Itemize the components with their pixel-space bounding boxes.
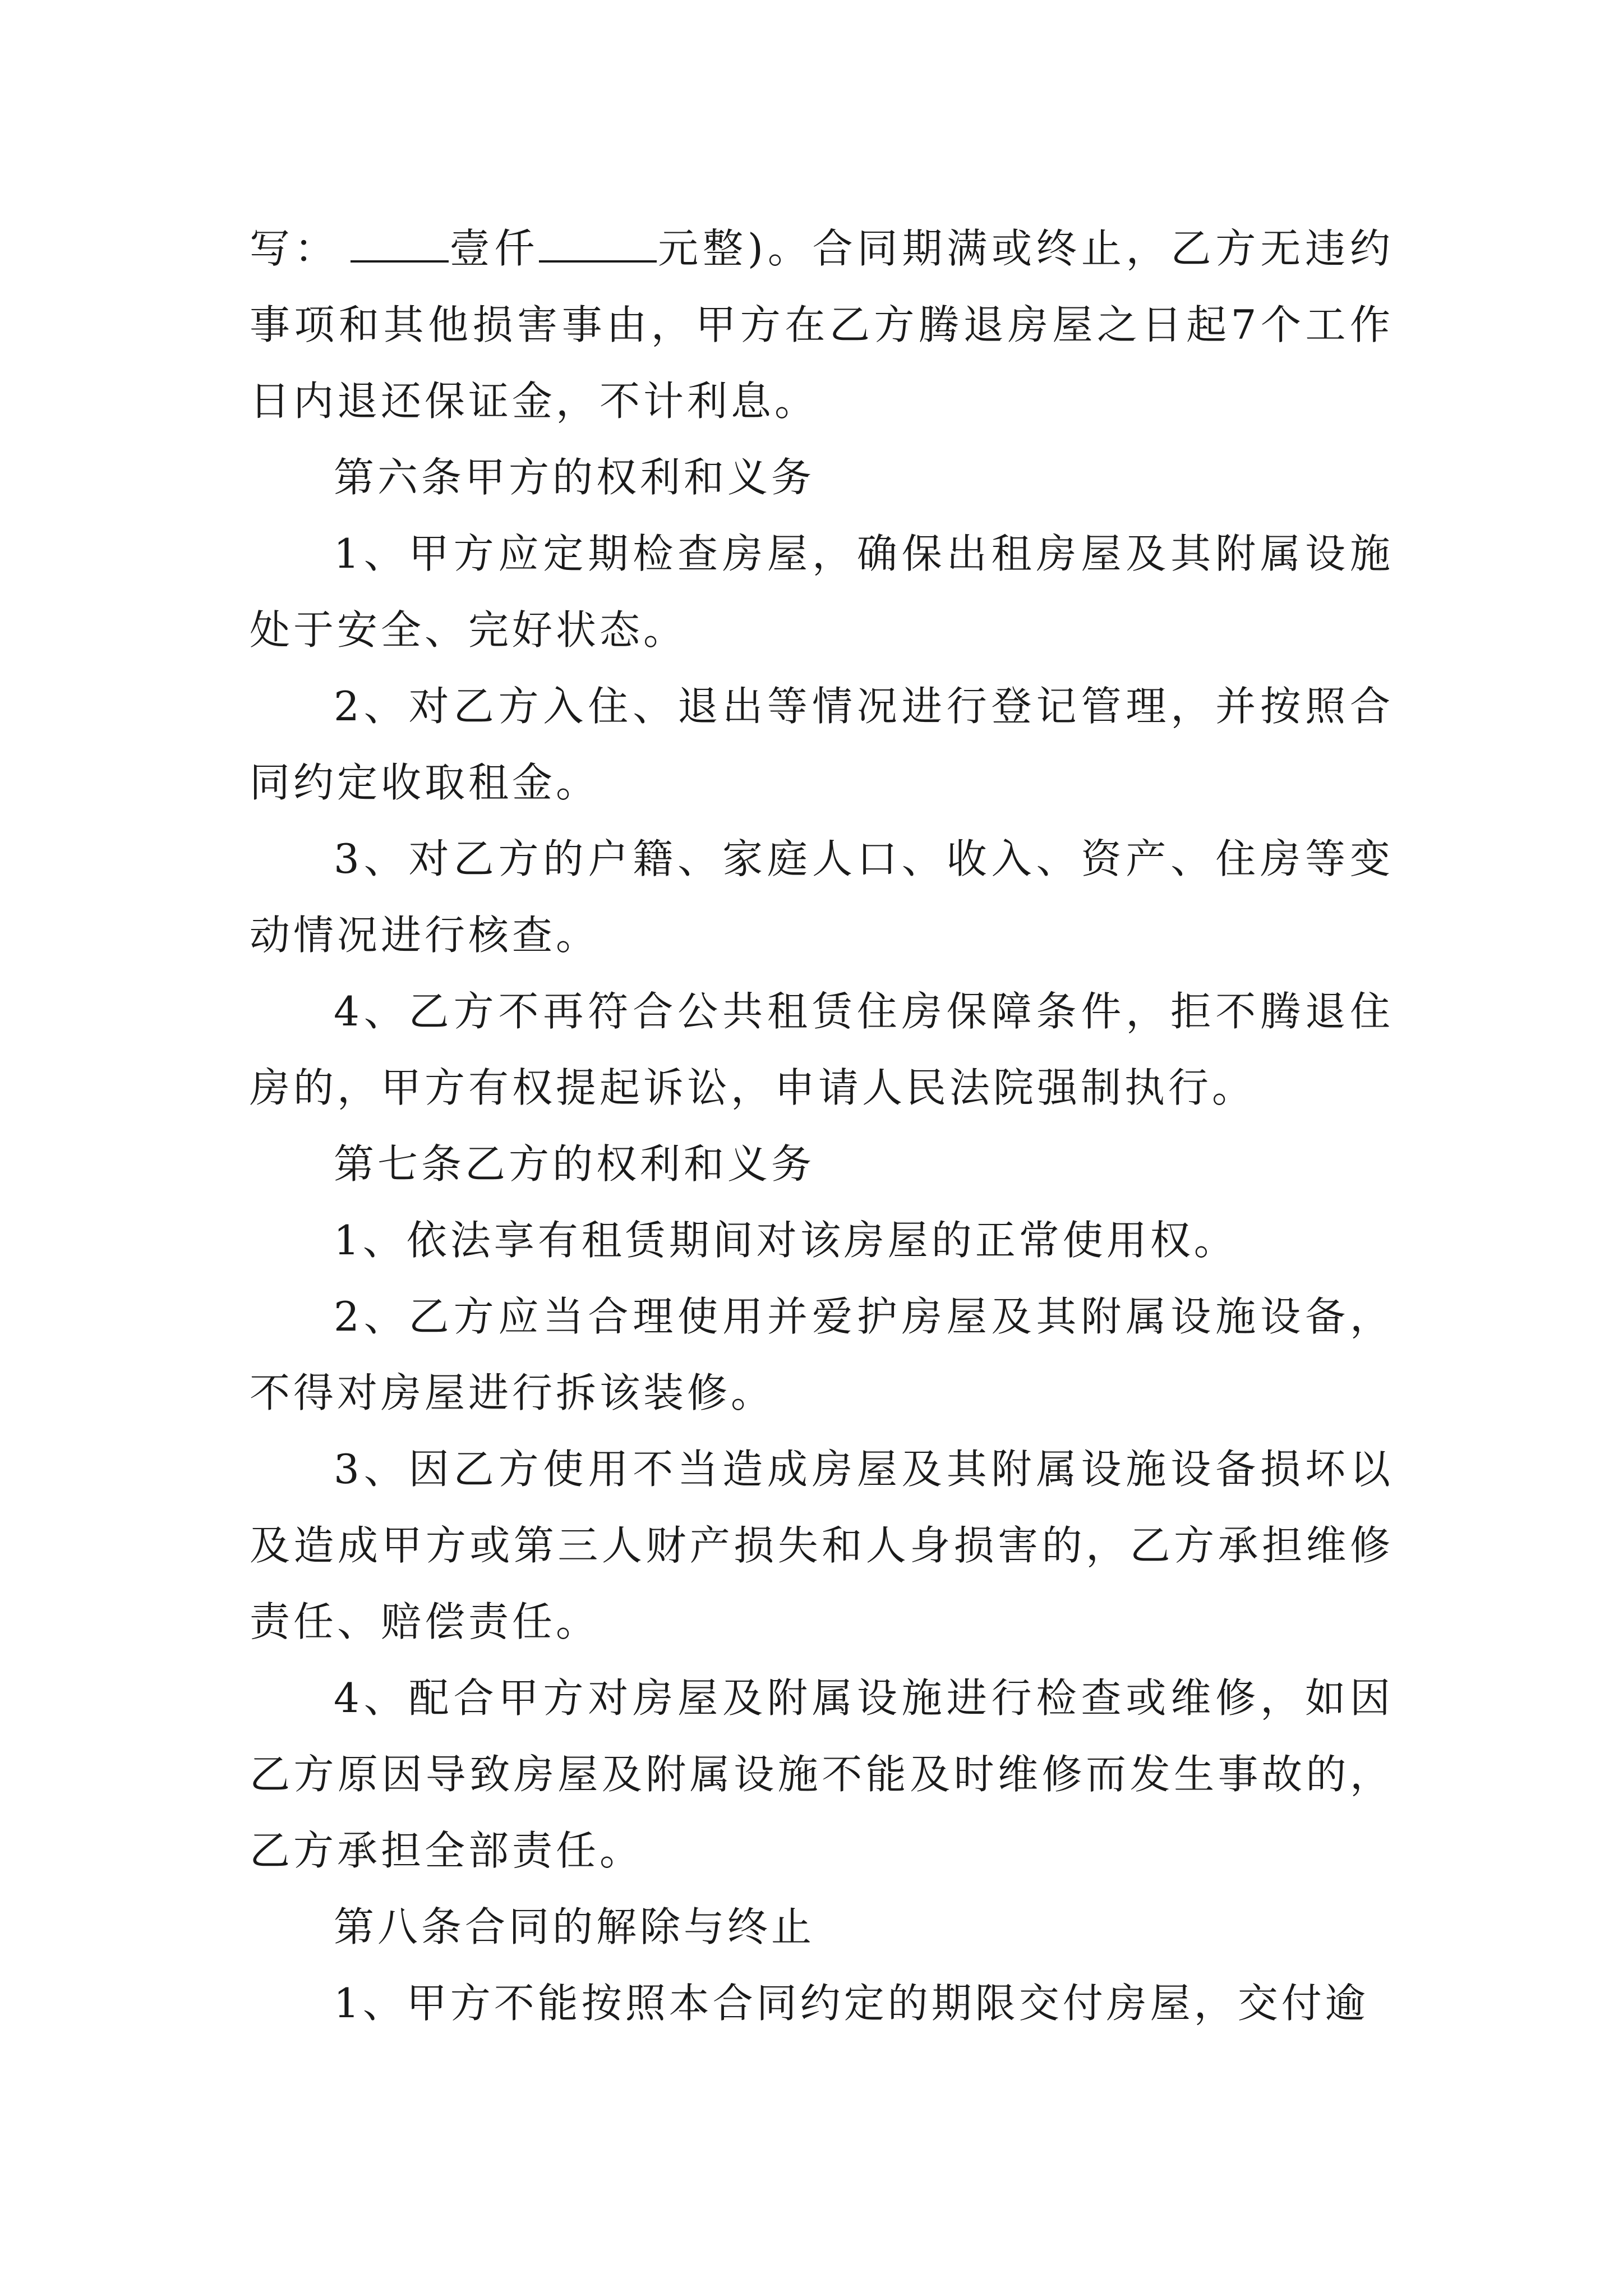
article-7-clause-4: 4、配合甲方对房屋及附属设施进行检查或维修，如因乙方原因导致房屋及附属设施不能及时维修而发生事故的，乙方承担全部责任。 bbox=[250, 1674, 1394, 1874]
article-7-clause-1: 1、依法享有租赁期间对该房屋的正常使用权。 bbox=[334, 1217, 1238, 1264]
article-6-clause-2: 2、对乙方入住、退出等情况进行登记管理，并按照合同约定收取租金。 bbox=[250, 683, 1394, 806]
deposit-refund-text: 元整)。合同期满或终止，乙方无违约事项和其他损害事由，甲方在乙方腾退房屋之日起7个工作日内退还保证金，不计利息。 bbox=[250, 225, 1394, 425]
article-8-title: 第八条合同的解除与终止 bbox=[334, 1903, 815, 1950]
article-8-clause-1: 1、甲方不能按照本合同约定的期限交付房屋，交付逾 bbox=[334, 1980, 1369, 2027]
article-6-title: 第六条甲方的权利和义务 bbox=[334, 454, 815, 501]
article-6-clause-4: 4、乙方不再符合公共租赁住房保障条件，拒不腾退住房的，甲方有权提起诉讼，申请人民法院强制执行。 bbox=[250, 988, 1394, 1111]
article-7-title: 第七条乙方的权利和义务 bbox=[334, 1140, 815, 1188]
article-6-clause-1: 1、甲方应定期检查房屋，确保出租房屋及其附属设施处于安全、完好状态。 bbox=[250, 530, 1394, 654]
article-7-clause-3: 3、因乙方使用不当造成房屋及其附属设施设备损坏以及造成甲方或第三人财产损失和人身损害的，乙方承担维修责任、赔偿责任。 bbox=[250, 1446, 1394, 1645]
deposit-amount-unit: 壹仟 bbox=[448, 225, 540, 272]
deposit-amount-label: 写： bbox=[250, 225, 339, 272]
article-7-clause-2: 2、乙方应当合理使用并爱护房屋及其附属设施设备，不得对房屋进行拆该装修。 bbox=[250, 1293, 1394, 1416]
deposit-blank-2 bbox=[539, 220, 657, 263]
deposit-blank-1 bbox=[351, 220, 449, 263]
article-6-clause-3: 3、对乙方的户籍、家庭人口、收入、资产、住房等变动情况进行核查。 bbox=[250, 835, 1394, 959]
paragraph-deposit-refund bbox=[250, 210, 1394, 439]
document-body bbox=[250, 210, 1394, 2041]
